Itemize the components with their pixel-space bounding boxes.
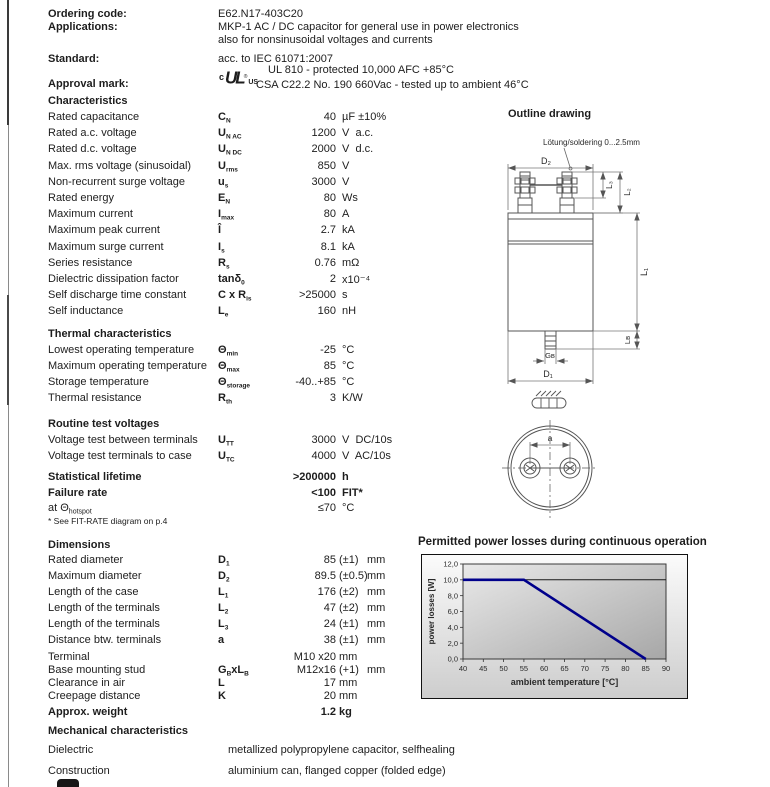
routine-test-table	[48, 434, 478, 466]
x-axis-label: ambient temperature [°C]	[510, 677, 619, 687]
table-row	[48, 305, 478, 321]
row-label: Rated diameter	[48, 554, 124, 566]
y-tick-label: 6,0	[447, 607, 458, 617]
row-value: metallized polypropylene capacitor, selfhealing	[228, 744, 455, 756]
x-tick-label: 80	[621, 664, 630, 673]
table-row	[48, 192, 478, 208]
row-unit: h	[342, 471, 349, 483]
row-symbol: $\Theta_{max}$	[218, 360, 240, 374]
table-row	[48, 690, 478, 703]
row-symbol: $R_s$	[218, 256, 230, 271]
row-label: Dielectric dissipation factor	[48, 272, 179, 285]
table-row	[48, 241, 478, 257]
standard-value: acc. to IEC 61071:2007	[218, 53, 333, 65]
row-label: Length of the terminals	[48, 618, 160, 631]
row-unit: V DC/10s	[342, 434, 393, 446]
row-unit: mΩ	[342, 256, 360, 269]
row-label: at $\Theta_{hotspot}$	[48, 502, 92, 516]
x-tick-label: 50	[499, 664, 508, 673]
table-row	[48, 273, 478, 289]
ordering-code-value: E62.N17-403C20	[218, 8, 304, 20]
row-symbol: $L_3$	[218, 618, 229, 632]
table-row	[48, 434, 478, 450]
table-row	[48, 127, 478, 143]
dim-label-a: a	[547, 433, 553, 443]
row-label: Max. rms voltage (sinusoidal)	[48, 159, 192, 172]
table-row	[48, 392, 478, 408]
table-row	[48, 554, 478, 570]
capacitor-side-view	[508, 172, 593, 349]
row-label: Lowest operating temperature	[48, 344, 195, 356]
power-loss-chart-title: Permitted power losses during continuous operation	[418, 536, 707, 548]
csa-approval-line: CSA C22.2 No. 190 660Vac - tested up to ambient 46°C	[256, 79, 529, 91]
row-unit: mm	[367, 634, 386, 647]
row-value: 8.1	[320, 240, 336, 253]
table-row	[48, 487, 478, 503]
standard-label: Standard:	[48, 53, 100, 65]
row-symbol: L	[218, 676, 225, 689]
fit-rate-footnote: * See FIT-RATE diagram on p.4	[48, 516, 168, 526]
row-label: Base mounting stud	[48, 663, 146, 676]
row-value: 160	[317, 305, 336, 318]
row-unit: °C	[342, 344, 355, 356]
y-tick-label: 2,0	[447, 638, 458, 648]
row-symbol: K	[218, 690, 226, 703]
row-value: 20	[323, 690, 336, 703]
x-tick-label: 65	[560, 664, 569, 673]
dim-label-lb: Lʙ	[623, 335, 632, 345]
row-symbol: $U_{TC}$	[218, 450, 235, 464]
row-symbol: $D_1$	[218, 554, 230, 568]
row-label: Storage temperature	[48, 376, 149, 389]
soldering-note: Lötung/soldering 0...2.5mm	[543, 138, 640, 147]
table-row	[48, 677, 478, 690]
row-label: Rated capacitance	[48, 111, 140, 123]
table-row	[48, 602, 478, 618]
row-symbol: Î	[218, 224, 222, 237]
row-value: -40..+85	[295, 376, 336, 389]
row-label: Terminal	[48, 650, 90, 663]
row-symbol: $L_e$	[218, 305, 229, 319]
x-tick-label: 70	[580, 664, 589, 673]
row-symbol: $U_{rms}$	[218, 159, 238, 174]
row-value: 0.76	[314, 256, 336, 269]
approval-mark-label: Approval mark:	[48, 78, 129, 90]
row-value: 2000	[311, 143, 336, 156]
row-value: 3000	[311, 434, 336, 446]
row-value: >25000	[298, 289, 336, 302]
y-tick-label: 0,0	[447, 654, 458, 664]
row-label: Voltage test terminals to case	[48, 450, 192, 463]
applications-line2: also for nonsinusoidal voltages and currents	[218, 34, 433, 46]
table-row	[48, 208, 478, 224]
x-tick-label: 45	[479, 664, 488, 673]
row-label: Self inductance	[48, 305, 124, 318]
row-tolerance: (+1)	[339, 663, 359, 676]
row-label: Maximum peak current	[48, 224, 160, 237]
table-row	[48, 143, 478, 159]
soldering-leader-line	[564, 148, 572, 170]
row-unit: mm	[367, 586, 386, 599]
row-label: Clearance in air	[48, 676, 126, 689]
x-tick-label: 40	[458, 664, 468, 673]
row-value: ≤70	[317, 502, 336, 514]
row-unit: K/W	[342, 392, 363, 405]
table-row	[48, 618, 478, 634]
x-tick-label: 75	[600, 664, 610, 673]
row-value: 38	[323, 634, 336, 647]
power-loss-chart	[421, 554, 688, 699]
row-label: Rated d.c. voltage	[48, 143, 137, 156]
csa-ul-approval-logo-icon	[219, 66, 258, 88]
y-axis-label: power losses [W]	[427, 578, 436, 645]
row-label: Length of the case	[48, 586, 139, 599]
terminal-detail-view	[532, 391, 566, 408]
table-row	[48, 257, 478, 273]
y-tick-label: 12,0	[443, 559, 458, 569]
row-symbol: $I_s$	[218, 240, 225, 254]
row-unit: nH	[342, 305, 357, 318]
row-unit: °C	[342, 376, 355, 389]
routine-test-heading: Routine test voltages	[48, 418, 160, 430]
row-tolerance: mm	[339, 676, 358, 689]
row-unit: mm	[367, 570, 386, 583]
table-row	[48, 570, 478, 586]
ul-logo-ul: UL	[225, 67, 244, 87]
row-unit: mm	[367, 602, 386, 615]
row-value: <100	[311, 486, 336, 499]
row-value: -25	[320, 344, 336, 356]
row-label: Non-recurrent surge voltage	[48, 175, 185, 188]
row-label: Distance btw. terminals	[48, 634, 162, 647]
row-label: Failure rate	[48, 486, 108, 499]
row-value: aluminium can, flanged copper (folded edge)	[228, 765, 446, 777]
row-value: 85	[323, 554, 336, 566]
row-symbol: a	[218, 634, 225, 647]
dim-label-l2: L₂	[623, 188, 632, 196]
table-row	[48, 586, 478, 602]
scan-edge-dark-mid	[7, 295, 9, 405]
table-row	[48, 450, 478, 466]
row-value: 4000	[311, 450, 336, 463]
thermal-heading: Thermal characteristics	[48, 328, 172, 340]
row-value: >200000	[292, 471, 336, 483]
row-unit: FIT*	[342, 486, 363, 499]
characteristics-table	[48, 111, 478, 321]
dim-label-d2: D₂	[541, 156, 551, 166]
ul-approval-line: UL 810 - protected 10,000 AFC +85°C	[268, 64, 454, 76]
table-row	[48, 344, 478, 360]
row-tolerance: kg	[339, 706, 352, 719]
table-row	[48, 360, 478, 376]
row-unit: V a.c.	[342, 127, 374, 140]
row-unit: x10⁻⁴	[342, 273, 371, 286]
mechanical-table	[48, 744, 478, 786]
row-symbol: $G_BxL_B$	[218, 663, 249, 678]
row-label: Approx. weight	[48, 706, 128, 719]
x-tick-label: 55	[519, 664, 529, 673]
row-label: Maximum operating temperature	[48, 360, 207, 373]
ordering-code-label: Ordering code:	[48, 8, 127, 20]
row-label: Maximum diameter	[48, 570, 142, 583]
row-unit: V	[342, 175, 350, 188]
row-unit: V AC/10s	[342, 450, 391, 463]
row-label: Statistical lifetime	[48, 471, 142, 483]
dimensions-heading: Dimensions	[48, 539, 111, 551]
table-row	[48, 471, 478, 487]
row-label: Voltage test between terminals	[48, 434, 198, 446]
row-value: 80	[323, 191, 336, 204]
row-symbol: C x $R_{is}$	[218, 289, 252, 303]
row-unit: kA	[342, 240, 355, 253]
row-symbol: $U_{TT}$	[218, 434, 234, 448]
dim-label-d1: D₁	[543, 369, 553, 379]
x-tick-label: 60	[540, 664, 549, 673]
row-value: 89.5	[314, 570, 336, 583]
ul-logo-c: c	[219, 72, 225, 82]
table-row	[48, 111, 478, 127]
row-value: 17	[323, 676, 336, 689]
row-symbol: $I_{max}$	[218, 208, 235, 222]
row-value: 2	[329, 272, 336, 285]
row-label: Creepage distance	[48, 690, 141, 703]
table-row	[48, 706, 478, 719]
row-tolerance: (±1)	[339, 618, 359, 631]
y-tick-label: 4,0	[447, 622, 458, 632]
row-value: 2.7	[320, 224, 336, 237]
row-symbol: $D_2$	[218, 570, 230, 584]
row-label: Series resistance	[48, 256, 133, 269]
dim-label-l1: L₁	[639, 267, 649, 277]
row-label: Rated a.c. voltage	[48, 127, 137, 140]
row-unit: Ws	[342, 191, 358, 204]
table-row	[48, 376, 478, 392]
row-tolerance: mm	[339, 690, 358, 703]
row-value: 1200	[311, 127, 336, 140]
thermal-table	[48, 344, 478, 408]
row-value: 47	[323, 602, 336, 615]
plot-area	[463, 564, 666, 659]
row-label: Thermal resistance	[48, 392, 142, 405]
scan-edge-dark-top	[7, 0, 9, 125]
row-tolerance: (±0.5)	[339, 570, 368, 583]
capacitor-outline-drawing	[480, 128, 700, 528]
mechanical-heading: Mechanical characteristics	[48, 725, 189, 737]
row-unit: s	[342, 289, 348, 302]
row-value: 80	[323, 208, 336, 221]
row-unit: µF ±10%	[342, 111, 387, 123]
row-value: 3000	[311, 175, 336, 188]
table-row	[48, 651, 478, 664]
row-symbol: $R_{th}$	[218, 392, 233, 406]
row-label: Rated energy	[48, 191, 115, 204]
row-value: 85	[323, 360, 336, 373]
dim-label-l3: L₃	[605, 181, 614, 189]
row-label: Maximum current	[48, 208, 133, 221]
table-row	[48, 765, 478, 786]
row-tolerance: mm	[339, 650, 358, 663]
row-unit: kA	[342, 224, 355, 237]
table-row	[48, 634, 478, 650]
characteristics-heading: Characteristics	[48, 95, 128, 107]
row-value: M10 x20	[293, 650, 336, 663]
dim-label-gb: Gʙ	[545, 351, 555, 360]
applications-label: Applications:	[48, 21, 118, 33]
row-unit: V d.c.	[342, 143, 374, 156]
row-symbol: tanδ$_0$	[218, 272, 245, 287]
ul-logo-us: US	[248, 79, 259, 86]
row-symbol: $L_1$	[218, 586, 229, 600]
table-row	[48, 176, 478, 192]
row-symbol: $C_N$	[218, 111, 231, 125]
row-label: Dielectric	[48, 744, 94, 756]
row-tolerance: (±2)	[339, 586, 359, 599]
row-value: 3	[329, 392, 336, 405]
row-tolerance: (±2)	[339, 602, 359, 615]
table-row	[48, 224, 478, 240]
row-unit: V	[342, 159, 350, 172]
row-value: 40	[323, 111, 336, 123]
table-row	[48, 664, 478, 677]
row-value: 176	[317, 586, 336, 599]
row-symbol: $U_{N DC}$	[218, 143, 242, 157]
row-symbol: $u_s$	[218, 175, 229, 190]
row-label: Construction	[48, 765, 110, 777]
applications-line1: MKP-1 AC / DC capacitor for general use in power electronics	[218, 21, 519, 33]
row-tolerance: (±1)	[339, 554, 359, 566]
row-symbol: $\Theta_{min}$	[218, 344, 239, 358]
row-label: Length of the terminals	[48, 602, 160, 615]
row-label: Self discharge time constant	[48, 289, 187, 302]
row-unit: mm	[367, 618, 386, 631]
row-symbol: $L_2$	[218, 602, 229, 616]
outline-drawing-title: Outline drawing	[508, 108, 592, 120]
y-tick-label: 8,0	[447, 591, 458, 601]
lifetime-table	[48, 471, 478, 518]
row-unit: mm	[367, 554, 386, 566]
row-tolerance: (±1)	[339, 634, 359, 647]
row-unit: °C	[342, 360, 355, 373]
row-value: M12x16	[296, 663, 336, 676]
row-unit: mm	[367, 663, 386, 676]
row-symbol: $\Theta_{storage}$	[218, 376, 251, 390]
row-unit: °C	[342, 502, 355, 514]
row-value: 1.2	[320, 706, 336, 719]
row-symbol: $E_N$	[218, 191, 231, 206]
table-row	[48, 160, 478, 176]
x-tick-label: 90	[661, 664, 671, 673]
row-value: 24	[323, 618, 336, 631]
ul-logo-registered: ®	[243, 74, 248, 80]
y-tick-label: 10,0	[443, 575, 458, 585]
row-label: Maximum surge current	[48, 240, 164, 253]
dimensions-table	[48, 554, 478, 720]
table-row	[48, 744, 478, 765]
row-symbol: $U_{N AC}$	[218, 127, 242, 141]
row-unit: A	[342, 208, 350, 221]
row-value: 850	[317, 159, 336, 172]
table-row	[48, 289, 478, 305]
x-tick-label: 85	[641, 664, 650, 673]
